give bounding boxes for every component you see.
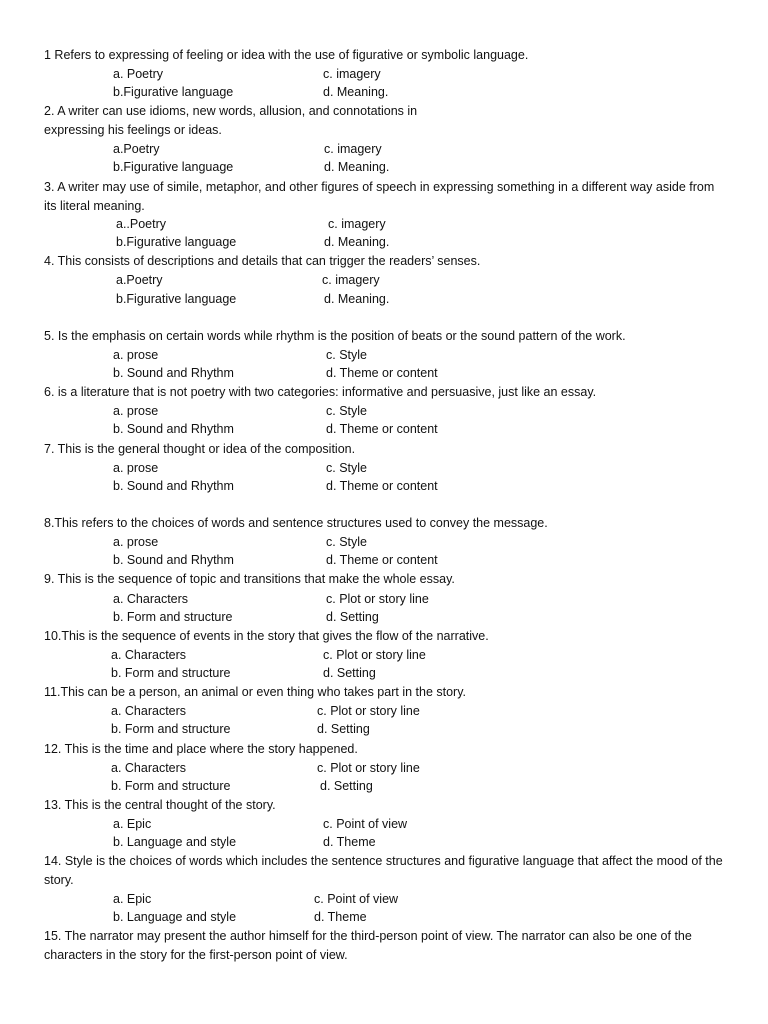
question-6-option-b: b. Sound and Rhythm — [113, 422, 234, 436]
question-11-option-c: c. Plot or story line — [317, 704, 420, 718]
question-11-option-b: b. Form and structure — [111, 722, 231, 736]
question-5-option-b: b. Sound and Rhythm — [113, 366, 234, 380]
question-10-option-c: c. Plot or story line — [323, 648, 426, 662]
question-8-text: 8.This refers to the choices of words and sentence structures used to convey the message. — [44, 516, 548, 530]
question-7-text: 7. This is the general thought or idea of the composition. — [44, 442, 356, 456]
question-11-option-a: a. Characters — [111, 704, 187, 718]
question-1-option-a: a. Poetry — [113, 67, 164, 81]
question-12-text: 12. This is the time and place where the story happened. — [44, 742, 358, 756]
question-12-option-d: d. Setting — [320, 779, 373, 793]
question-6-option-d: d. Theme or content — [326, 422, 438, 436]
question-3-option-d: d. Meaning. — [324, 235, 390, 249]
question-9-text: 9. This is the sequence of topic and transitions that make the whole essay. — [44, 572, 455, 586]
question-1-option-d: d. Meaning. — [323, 85, 389, 99]
question-2-option-a: a.Poetry — [113, 142, 160, 156]
question-8-option-a: a. prose — [113, 535, 159, 549]
question-14-option-b: b. Language and style — [113, 910, 237, 924]
question-9-option-a: a. Characters — [113, 592, 189, 606]
question-2-option-c: c. imagery — [324, 142, 382, 156]
question-1-option-c: c. imagery — [323, 67, 381, 81]
question-8-option-c: c. Style — [326, 535, 367, 549]
question-12-option-c: c. Plot or story line — [317, 761, 420, 775]
question-3-option-a: a..Poetry — [116, 217, 167, 231]
question-11-option-d: d. Setting — [317, 722, 370, 736]
question-4-option-d: d. Meaning. — [324, 292, 390, 306]
question-13-option-a: a. Epic — [113, 817, 152, 831]
question-5-option-a: a. prose — [113, 348, 159, 362]
question-13-text: 13. This is the central thought of the story. — [44, 798, 276, 812]
question-7-option-a: a. prose — [113, 461, 159, 475]
question-9-option-c: c. Plot or story line — [326, 592, 429, 606]
question-3-option-c: c. imagery — [328, 217, 386, 231]
question-1-text: 1 Refers to expressing of feeling or idea with the use of figurative or symbolic language. — [44, 48, 529, 62]
question-6-option-c: c. Style — [326, 404, 367, 418]
question-10-option-d: d. Setting — [323, 666, 376, 680]
question-14-text: 14. Style is the choices of words which includes the sentence structures and figurative language that affect the mood of the story. — [44, 854, 723, 887]
question-12-option-b: b. Form and structure — [111, 779, 231, 793]
question-8-option-b: b. Sound and Rhythm — [113, 553, 234, 567]
question-15-text: 15. The narrator may present the author himself for the third-person point of view. The narrator can also be one of the characters in the story for the first-person point of view. — [44, 929, 692, 962]
question-13-option-b: b. Language and style — [113, 835, 237, 849]
question-12-option-a: a. Characters — [111, 761, 187, 775]
question-2-text: 2. A writer can use idioms, new words, allusion, and connotations in expressing his feelings or ideas. — [44, 104, 418, 137]
question-7-option-c: c. Style — [326, 461, 367, 475]
question-6-text: 6. is a literature that is not poetry with two categories: informative and persuasive, just like an essay. — [44, 385, 597, 399]
question-5-option-c: c. Style — [326, 348, 367, 362]
question-3-option-b: b.Figurative language — [116, 235, 237, 249]
question-7-option-b: b. Sound and Rhythm — [113, 479, 234, 493]
question-2-option-b: b.Figurative language — [113, 160, 234, 174]
question-1-option-b: b.Figurative language — [113, 85, 234, 99]
question-5-option-d: d. Theme or content — [326, 366, 438, 380]
question-4-option-b: b.Figurative language — [116, 292, 237, 306]
question-14-option-c: c. Point of view — [314, 892, 399, 906]
question-13-option-d: d. Theme — [323, 835, 376, 849]
question-4-text: 4. This consists of descriptions and details that can trigger the readers’ senses. — [44, 254, 481, 268]
question-14-option-a: a. Epic — [113, 892, 152, 906]
question-7-option-d: d. Theme or content — [326, 479, 438, 493]
question-3-text: 3. A writer may use of simile, metaphor, and other figures of speech in expressing something in a different way aside from its literal meaning. — [44, 180, 715, 213]
question-10-option-b: b. Form and structure — [111, 666, 231, 680]
question-6-option-a: a. prose — [113, 404, 159, 418]
question-14-option-d: d. Theme — [314, 910, 367, 924]
question-2-option-d: d. Meaning. — [324, 160, 390, 174]
question-9-option-b: b. Form and structure — [113, 610, 233, 624]
question-4-option-c: c. imagery — [322, 273, 380, 287]
question-8-option-d: d. Theme or content — [326, 553, 438, 567]
question-13-option-c: c. Point of view — [323, 817, 408, 831]
question-10-text: 10.This is the sequence of events in the story that gives the flow of the narrative. — [44, 629, 489, 643]
question-9-option-d: d. Setting — [326, 610, 379, 624]
question-4-option-a: a.Poetry — [116, 273, 163, 287]
question-11-text: 11.This can be a person, an animal or even thing who takes part in the story. — [44, 685, 466, 699]
question-5-text: 5. Is the emphasis on certain words while rhythm is the position of beats or the sound pattern of the work. — [44, 329, 626, 343]
question-10-option-a: a. Characters — [111, 648, 187, 662]
